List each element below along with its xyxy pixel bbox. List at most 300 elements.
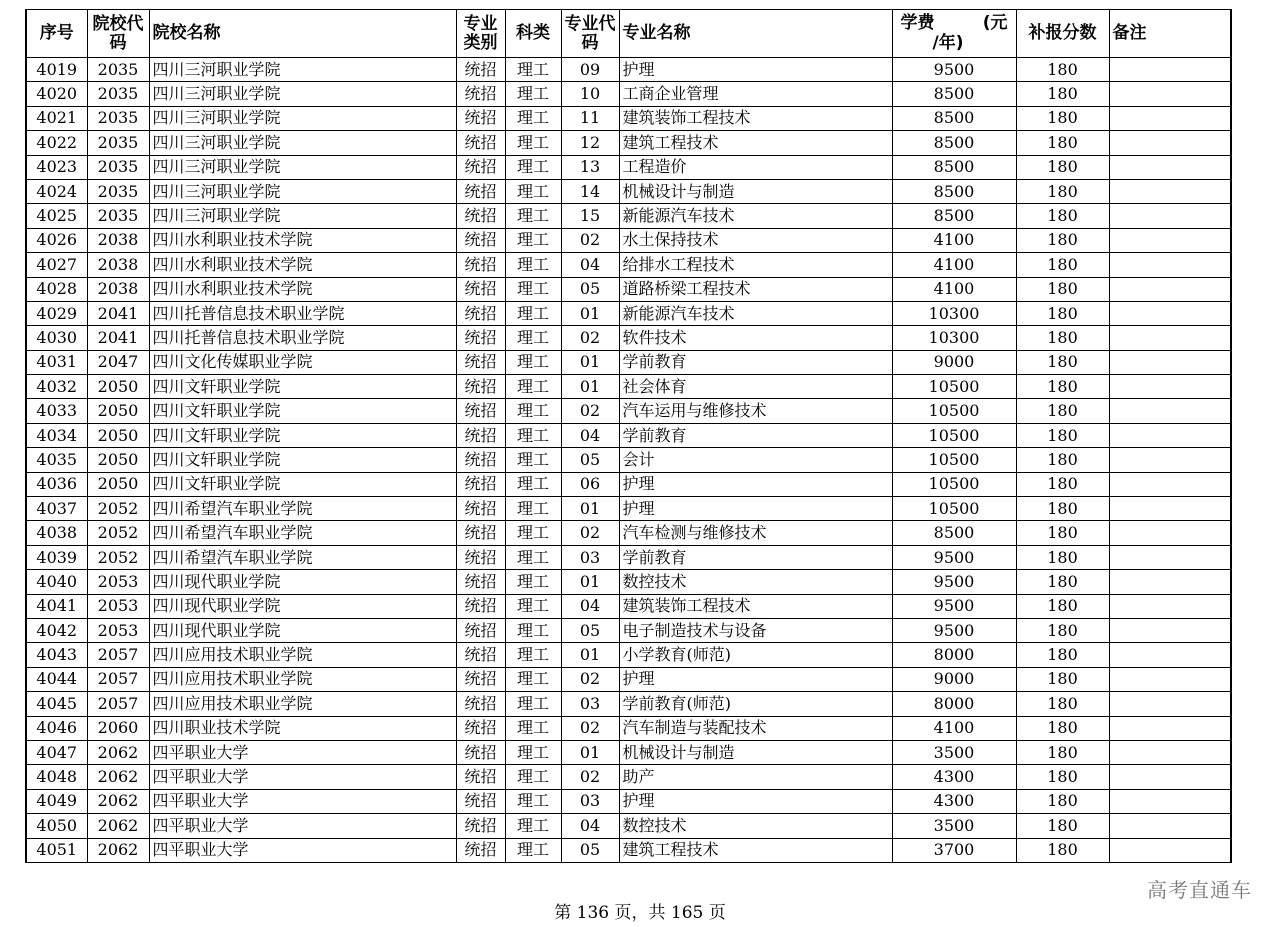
cell-major-code: 05 [561,277,619,301]
cell-major-type: 统招 [456,497,505,521]
cell-category: 理工 [505,301,561,325]
cell-fee: 4300 [892,765,1016,789]
cell-major-code: 02 [561,765,619,789]
table-row [26,740,1231,764]
cell-school-name: 四川三河职业学院 [149,204,456,228]
cell-major-type: 统招 [456,131,505,155]
cell-school-code: 2053 [87,618,149,642]
cell-category: 理工 [505,82,561,106]
cell-major-code: 03 [561,692,619,716]
cell-score: 180 [1016,667,1109,691]
cell-school-code: 2038 [87,253,149,277]
cell-school-name: 四川文轩职业学院 [149,472,456,496]
cell-category: 理工 [505,399,561,423]
cell-category: 理工 [505,106,561,130]
cell-school-name: 四川文化传媒职业学院 [149,350,456,374]
cell-category: 理工 [505,521,561,545]
cell-school-code: 2062 [87,789,149,813]
cell-school-name: 四川三河职业学院 [149,82,456,106]
cell-fee: 10500 [892,423,1016,447]
cell-school-code: 2050 [87,472,149,496]
table-row [26,497,1231,521]
cell-seq: 4048 [26,765,87,789]
cell-seq: 4050 [26,814,87,838]
cell-category: 理工 [505,155,561,179]
cell-fee: 9000 [892,667,1016,691]
cell-score: 180 [1016,350,1109,374]
cell-school-code: 2050 [87,448,149,472]
cell-major-type: 统招 [456,594,505,618]
cell-major-type: 统招 [456,155,505,179]
cell-major-code: 02 [561,326,619,350]
cell-fee: 8500 [892,204,1016,228]
cell-school-code: 2035 [87,82,149,106]
cell-school-code: 2053 [87,594,149,618]
cell-major-type: 统招 [456,545,505,569]
cell-seq: 4021 [26,106,87,130]
cell-school-code: 2057 [87,667,149,691]
header-note: 备注 [1109,10,1231,58]
cell-school-code: 2035 [87,106,149,130]
cell-major-type: 统招 [456,838,505,862]
cell-major-name: 护理 [619,667,892,691]
cell-category: 理工 [505,594,561,618]
header-fee-unit-b: /年) [932,33,964,53]
table-row [26,667,1231,691]
cell-note [1109,740,1231,764]
cell-fee: 10500 [892,497,1016,521]
cell-fee: 10300 [892,301,1016,325]
table-row [26,814,1231,838]
cell-major-name: 会计 [619,448,892,472]
cell-seq: 4039 [26,545,87,569]
cell-fee: 8500 [892,521,1016,545]
cell-major-code: 14 [561,179,619,203]
cell-major-code: 04 [561,814,619,838]
cell-note [1109,106,1231,130]
cell-major-code: 02 [561,228,619,252]
cell-major-code: 02 [561,399,619,423]
cell-seq: 4043 [26,643,87,667]
cell-category: 理工 [505,765,561,789]
cell-school-name: 四川文轩职业学院 [149,375,456,399]
cell-seq: 4049 [26,789,87,813]
cell-major-code: 05 [561,618,619,642]
header-school-code: 院校代码 [87,10,149,58]
cell-score: 180 [1016,594,1109,618]
cell-score: 180 [1016,789,1109,813]
cell-school-name: 四平职业大学 [149,740,456,764]
table-row [26,423,1231,447]
cell-category: 理工 [505,204,561,228]
cell-major-type: 统招 [456,106,505,130]
cell-fee: 10500 [892,399,1016,423]
cell-major-code: 09 [561,58,619,82]
cell-fee: 10300 [892,326,1016,350]
header-fee-label: 学费 [900,13,935,33]
cell-score: 180 [1016,838,1109,862]
cell-fee: 8500 [892,131,1016,155]
header-seq: 序号 [26,10,87,58]
cell-major-code: 15 [561,204,619,228]
cell-major-type: 统招 [456,179,505,203]
cell-note [1109,497,1231,521]
cell-score: 180 [1016,740,1109,764]
cell-fee: 8500 [892,179,1016,203]
cell-note [1109,692,1231,716]
cell-note [1109,375,1231,399]
table-row [26,765,1231,789]
table-row [26,253,1231,277]
table-row [26,399,1231,423]
cell-school-code: 2057 [87,692,149,716]
cell-score: 180 [1016,692,1109,716]
cell-major-type: 统招 [456,228,505,252]
cell-major-name: 护理 [619,789,892,813]
cell-major-code: 01 [561,375,619,399]
header-major-name: 专业名称 [619,10,892,58]
cell-note [1109,594,1231,618]
cell-note [1109,448,1231,472]
cell-score: 180 [1016,155,1109,179]
header-major-code: 专业代码 [561,10,619,58]
cell-major-code: 05 [561,838,619,862]
cell-seq: 4029 [26,301,87,325]
cell-school-name: 四川现代职业学院 [149,618,456,642]
cell-school-code: 2062 [87,814,149,838]
cell-major-type: 统招 [456,765,505,789]
cell-note [1109,472,1231,496]
cell-fee: 4300 [892,789,1016,813]
cell-school-code: 2050 [87,423,149,447]
cell-seq: 4035 [26,448,87,472]
cell-seq: 4031 [26,350,87,374]
cell-major-code: 03 [561,545,619,569]
cell-school-name: 四川希望汽车职业学院 [149,545,456,569]
table-row [26,155,1231,179]
cell-major-name: 道路桥梁工程技术 [619,277,892,301]
header-category: 科类 [505,10,561,58]
cell-score: 180 [1016,375,1109,399]
cell-note [1109,326,1231,350]
cell-category: 理工 [505,740,561,764]
cell-category: 理工 [505,497,561,521]
table-row [26,228,1231,252]
table-row [26,375,1231,399]
cell-major-name: 水土保持技术 [619,228,892,252]
cell-fee: 9500 [892,545,1016,569]
cell-seq: 4051 [26,838,87,862]
cell-major-type: 统招 [456,448,505,472]
cell-fee: 4100 [892,277,1016,301]
cell-major-code: 01 [561,497,619,521]
header-fee [892,10,1016,58]
cell-school-code: 2038 [87,228,149,252]
cell-seq: 4019 [26,58,87,82]
cell-score: 180 [1016,497,1109,521]
cell-score: 180 [1016,448,1109,472]
cell-score: 180 [1016,521,1109,545]
table-row [26,692,1231,716]
table-row [26,570,1231,594]
cell-note [1109,179,1231,203]
cell-fee: 4100 [892,228,1016,252]
cell-major-code: 13 [561,155,619,179]
cell-major-code: 01 [561,350,619,374]
cell-school-code: 2041 [87,301,149,325]
table-body [26,58,1231,863]
cell-major-type: 统招 [456,740,505,764]
cell-major-type: 统招 [456,472,505,496]
cell-seq: 4038 [26,521,87,545]
cell-category: 理工 [505,448,561,472]
cell-seq: 4020 [26,82,87,106]
cell-seq: 4023 [26,155,87,179]
cell-major-name: 机械设计与制造 [619,740,892,764]
table-row [26,131,1231,155]
cell-fee: 3700 [892,838,1016,862]
cell-school-name: 四川现代职业学院 [149,594,456,618]
cell-major-type: 统招 [456,301,505,325]
cell-category: 理工 [505,350,561,374]
cell-note [1109,423,1231,447]
cell-major-name: 工商企业管理 [619,82,892,106]
cell-school-code: 2035 [87,204,149,228]
cell-school-name: 四川三河职业学院 [149,58,456,82]
cell-note [1109,545,1231,569]
cell-note [1109,277,1231,301]
cell-note [1109,789,1231,813]
cell-major-code: 05 [561,448,619,472]
cell-major-type: 统招 [456,82,505,106]
cell-school-code: 2052 [87,497,149,521]
cell-school-code: 2057 [87,643,149,667]
cell-school-name: 四川水利职业技术学院 [149,253,456,277]
cell-score: 180 [1016,765,1109,789]
cell-seq: 4027 [26,253,87,277]
cell-score: 180 [1016,423,1109,447]
table-row [26,448,1231,472]
cell-school-name: 四川三河职业学院 [149,106,456,130]
cell-school-name: 四川应用技术职业学院 [149,692,456,716]
header-score: 补报分数 [1016,10,1109,58]
cell-major-type: 统招 [456,350,505,374]
cell-fee: 10500 [892,448,1016,472]
cell-school-name: 四川托普信息技术职业学院 [149,301,456,325]
cell-seq: 4044 [26,667,87,691]
cell-score: 180 [1016,82,1109,106]
admission-table [25,9,1232,863]
cell-major-name: 建筑工程技术 [619,838,892,862]
table-row [26,277,1231,301]
cell-note [1109,643,1231,667]
cell-major-type: 统招 [456,667,505,691]
cell-school-name: 四川三河职业学院 [149,131,456,155]
cell-school-code: 2050 [87,375,149,399]
cell-major-name: 汽车检测与维修技术 [619,521,892,545]
cell-school-name: 四平职业大学 [149,838,456,862]
cell-note [1109,814,1231,838]
cell-major-type: 统招 [456,716,505,740]
cell-seq: 4034 [26,423,87,447]
header-major-type: 专业类别 [456,10,505,58]
cell-major-type: 统招 [456,375,505,399]
cell-fee: 9000 [892,350,1016,374]
cell-seq: 4047 [26,740,87,764]
table-row [26,58,1231,82]
cell-note [1109,204,1231,228]
cell-score: 180 [1016,131,1109,155]
cell-major-code: 10 [561,82,619,106]
cell-major-name: 工程造价 [619,155,892,179]
cell-major-type: 统招 [456,643,505,667]
cell-score: 180 [1016,204,1109,228]
cell-major-name: 机械设计与制造 [619,179,892,203]
cell-major-code: 01 [561,301,619,325]
page-footer: 第 136 页，共 165 页 [554,903,726,923]
table-row [26,594,1231,618]
cell-major-code: 12 [561,131,619,155]
cell-fee: 10500 [892,375,1016,399]
cell-category: 理工 [505,131,561,155]
cell-category: 理工 [505,570,561,594]
table-row [26,618,1231,642]
cell-note [1109,716,1231,740]
cell-school-code: 2047 [87,350,149,374]
cell-category: 理工 [505,838,561,862]
cell-major-name: 电子制造技术与设备 [619,618,892,642]
cell-note [1109,228,1231,252]
cell-note [1109,521,1231,545]
cell-note [1109,131,1231,155]
cell-fee: 8500 [892,155,1016,179]
cell-school-name: 四川托普信息技术职业学院 [149,326,456,350]
cell-score: 180 [1016,618,1109,642]
cell-note [1109,765,1231,789]
cell-seq: 4045 [26,692,87,716]
cell-major-code: 01 [561,740,619,764]
cell-major-name: 学前教育 [619,545,892,569]
cell-seq: 4024 [26,179,87,203]
cell-school-name: 四川职业技术学院 [149,716,456,740]
cell-school-name: 四川文轩职业学院 [149,399,456,423]
table-row [26,472,1231,496]
cell-category: 理工 [505,814,561,838]
cell-school-name: 四平职业大学 [149,765,456,789]
cell-note [1109,570,1231,594]
cell-school-name: 四川文轩职业学院 [149,423,456,447]
cell-major-type: 统招 [456,521,505,545]
cell-major-name: 汽车运用与维修技术 [619,399,892,423]
cell-score: 180 [1016,472,1109,496]
cell-seq: 4042 [26,618,87,642]
cell-major-code: 01 [561,570,619,594]
cell-major-name: 学前教育(师范) [619,692,892,716]
cell-note [1109,838,1231,862]
table-row [26,326,1231,350]
cell-seq: 4037 [26,497,87,521]
table-row [26,301,1231,325]
cell-score: 180 [1016,228,1109,252]
cell-major-code: 01 [561,643,619,667]
cell-category: 理工 [505,423,561,447]
cell-school-code: 2035 [87,58,149,82]
cell-fee: 9500 [892,618,1016,642]
cell-major-type: 统招 [456,789,505,813]
table-row [26,106,1231,130]
cell-major-type: 统招 [456,253,505,277]
cell-school-code: 2035 [87,179,149,203]
header-school-name: 院校名称 [149,10,456,58]
cell-major-name: 给排水工程技术 [619,253,892,277]
cell-major-name: 汽车制造与装配技术 [619,716,892,740]
cell-note [1109,350,1231,374]
cell-school-name: 四川水利职业技术学院 [149,277,456,301]
cell-major-code: 02 [561,521,619,545]
cell-note [1109,155,1231,179]
cell-major-name: 数控技术 [619,814,892,838]
cell-score: 180 [1016,277,1109,301]
cell-school-code: 2052 [87,521,149,545]
cell-score: 180 [1016,106,1109,130]
cell-category: 理工 [505,716,561,740]
cell-school-name: 四川应用技术职业学院 [149,667,456,691]
table-row [26,716,1231,740]
cell-fee: 9500 [892,594,1016,618]
table-row [26,838,1231,862]
cell-seq: 4046 [26,716,87,740]
cell-seq: 4028 [26,277,87,301]
cell-seq: 4040 [26,570,87,594]
cell-school-code: 2038 [87,277,149,301]
cell-fee: 9500 [892,570,1016,594]
cell-school-name: 四川文轩职业学院 [149,448,456,472]
cell-school-name: 四川现代职业学院 [149,570,456,594]
cell-fee: 8000 [892,692,1016,716]
cell-major-code: 04 [561,423,619,447]
cell-score: 180 [1016,326,1109,350]
cell-category: 理工 [505,692,561,716]
cell-major-name: 护理 [619,472,892,496]
cell-school-code: 2062 [87,765,149,789]
table-row [26,521,1231,545]
cell-fee: 4100 [892,716,1016,740]
cell-score: 180 [1016,570,1109,594]
cell-major-name: 数控技术 [619,570,892,594]
cell-school-code: 2035 [87,131,149,155]
cell-fee: 8000 [892,643,1016,667]
cell-major-type: 统招 [456,618,505,642]
cell-note [1109,58,1231,82]
header-row [26,10,1231,58]
cell-seq: 4025 [26,204,87,228]
cell-school-code: 2053 [87,570,149,594]
cell-fee: 9500 [892,58,1016,82]
cell-category: 理工 [505,58,561,82]
cell-major-code: 11 [561,106,619,130]
cell-school-name: 四川三河职业学院 [149,155,456,179]
table-row [26,545,1231,569]
table-row [26,789,1231,813]
cell-school-code: 2050 [87,399,149,423]
cell-category: 理工 [505,643,561,667]
cell-major-name: 小学教育(师范) [619,643,892,667]
cell-seq: 4030 [26,326,87,350]
cell-major-code: 03 [561,789,619,813]
cell-major-name: 建筑装饰工程技术 [619,594,892,618]
cell-major-code: 02 [561,716,619,740]
table-row [26,179,1231,203]
